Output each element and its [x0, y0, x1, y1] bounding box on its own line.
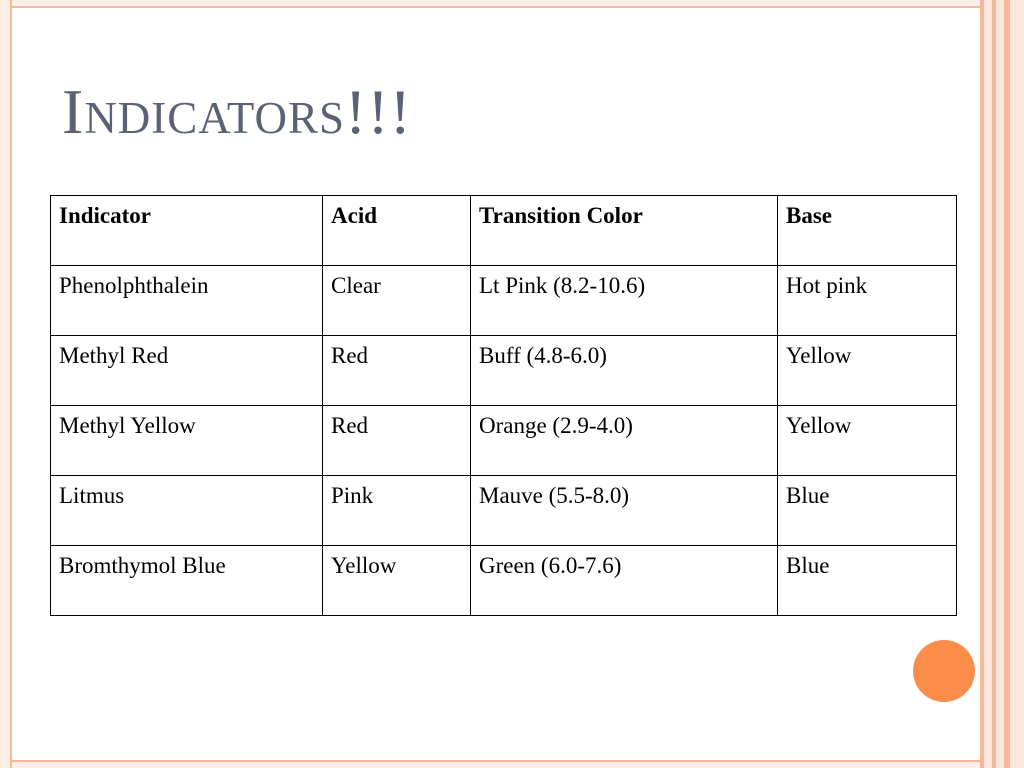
- cell-transition-color: Orange (2.9-4.0): [471, 406, 778, 476]
- cell-transition-color: Buff (4.8-6.0): [471, 336, 778, 406]
- table-header-row: [51, 196, 957, 266]
- cell-acid: Pink: [323, 476, 471, 546]
- table-row: [51, 476, 957, 546]
- frame-left-border: [0, 0, 12, 768]
- header-base: Base: [778, 196, 957, 266]
- cell-acid: Red: [323, 406, 471, 476]
- header-indicator: Indicator: [51, 196, 323, 266]
- cell-transition-color: Lt Pink (8.2-10.6): [471, 266, 778, 336]
- stripe: [1010, 0, 1024, 768]
- cell-indicator: Litmus: [51, 476, 323, 546]
- frame-right-stripes: [980, 0, 1024, 768]
- table-row: [51, 546, 957, 616]
- table-row: [51, 406, 957, 476]
- cell-base: Yellow: [778, 406, 957, 476]
- stripe: [996, 0, 1004, 768]
- frame-bottom-border: [12, 760, 982, 768]
- table-row: [51, 336, 957, 406]
- cell-indicator: Methyl Red: [51, 336, 323, 406]
- slide-title: Indicators!!!: [62, 76, 412, 147]
- header-acid: Acid: [323, 196, 471, 266]
- cell-base: Yellow: [778, 336, 957, 406]
- cell-base: Blue: [778, 546, 957, 616]
- cell-acid: Yellow: [323, 546, 471, 616]
- indicator-table-container: [50, 195, 957, 616]
- cell-indicator: Methyl Yellow: [51, 406, 323, 476]
- frame-top-border: [12, 0, 982, 8]
- indicator-table: [50, 195, 957, 616]
- cell-base: Blue: [778, 476, 957, 546]
- cell-base: Hot pink: [778, 266, 957, 336]
- cell-acid: Clear: [323, 266, 471, 336]
- table-row: [51, 266, 957, 336]
- cell-transition-color: Green (6.0-7.6): [471, 546, 778, 616]
- cell-indicator: Bromthymol Blue: [51, 546, 323, 616]
- cell-transition-color: Mauve (5.5-8.0): [471, 476, 778, 546]
- decorative-circle: [913, 640, 975, 702]
- header-transition-color: Transition Color: [471, 196, 778, 266]
- cell-acid: Red: [323, 336, 471, 406]
- stripe: [984, 0, 992, 768]
- cell-indicator: Phenolphthalein: [51, 266, 323, 336]
